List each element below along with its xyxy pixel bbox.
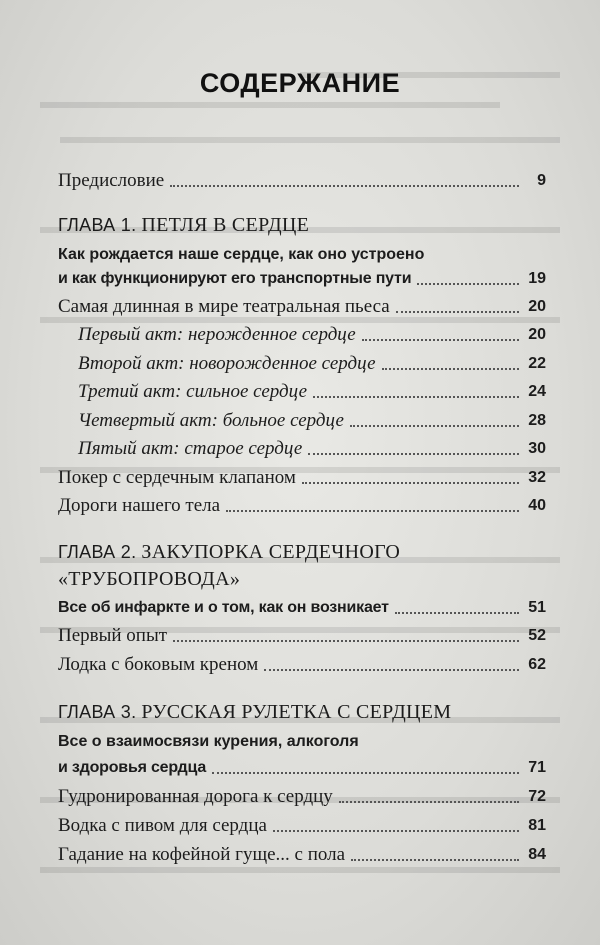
toc-entry bbox=[58, 786, 546, 808]
toc-subentry bbox=[78, 438, 546, 460]
toc-entry bbox=[58, 654, 546, 676]
toc-entry-label: Предисловие bbox=[58, 170, 165, 191]
dot-leader bbox=[308, 453, 519, 455]
toc-entry-label: Первый опыт bbox=[58, 625, 168, 646]
toc-page-number: 62 bbox=[528, 656, 546, 673]
toc-entry-label: Пятый акт: старое сердце bbox=[78, 438, 303, 459]
chapter-name: РУССКАЯ РУЛЕТКА С СЕРДЦЕМ bbox=[141, 701, 452, 723]
toc-entry bbox=[58, 467, 546, 489]
chapter-1-heading bbox=[58, 213, 309, 237]
dot-leader bbox=[382, 368, 519, 370]
dot-leader bbox=[351, 859, 519, 861]
toc-page-number: 28 bbox=[528, 412, 546, 429]
toc-entry bbox=[58, 495, 546, 517]
toc-entry-label: Третий акт: сильное сердце bbox=[78, 381, 308, 402]
chapter-2-heading-line2: «ТРУБОПРОВОДА» bbox=[58, 568, 241, 590]
dot-leader bbox=[417, 283, 519, 285]
chapter-name: ЗАКУПОРКА СЕРДЕЧНОГО bbox=[141, 541, 401, 563]
toc-entry-chapter-2-intro bbox=[58, 597, 546, 619]
chapter-label: ГЛАВА 1. bbox=[58, 215, 137, 235]
chapter-2-heading bbox=[58, 540, 400, 564]
dot-leader bbox=[226, 510, 519, 512]
toc-subentry bbox=[78, 410, 546, 432]
chapter-label: ГЛАВА 2. bbox=[58, 542, 137, 562]
dot-leader bbox=[302, 482, 519, 484]
toc-entry-label: и здоровья сердца bbox=[58, 759, 207, 776]
toc-subentry bbox=[78, 353, 546, 375]
toc-entry-label: Четвертый акт: больное сердце bbox=[78, 410, 344, 431]
toc-page-number: 9 bbox=[537, 172, 546, 189]
dot-leader bbox=[395, 612, 519, 614]
toc-page-number: 72 bbox=[528, 788, 546, 805]
toc-entry-label: Водка с пивом для сердца bbox=[58, 815, 267, 836]
toc-entry-label: Лодка с боковым креном bbox=[58, 654, 259, 675]
chapter-label: ГЛАВА 3. bbox=[58, 702, 137, 722]
toc-entry-label: Второй акт: новорожденное сердце bbox=[78, 353, 376, 374]
dot-leader bbox=[264, 669, 519, 671]
toc-entry-label: Дороги нашего тела bbox=[58, 495, 221, 516]
toc-page-number: 40 bbox=[528, 497, 546, 514]
dot-leader bbox=[173, 640, 519, 642]
toc-entry bbox=[58, 625, 546, 647]
toc-entry-preface bbox=[58, 170, 546, 192]
dot-leader bbox=[273, 830, 519, 832]
dot-leader bbox=[339, 801, 519, 803]
toc-page-number: 24 bbox=[528, 383, 546, 400]
toc-page-number: 52 bbox=[528, 627, 546, 644]
toc-entry-label: Самая длинная в мире театральная пьеса bbox=[58, 296, 390, 317]
toc-entry bbox=[58, 296, 546, 318]
toc-page-number: 84 bbox=[528, 846, 546, 863]
toc-page-number: 51 bbox=[528, 599, 546, 616]
toc-entry-chapter-1-intro bbox=[58, 268, 546, 290]
toc-title: СОДЕРЖАНИЕ bbox=[199, 68, 401, 98]
toc-entry bbox=[58, 844, 546, 866]
dot-leader bbox=[350, 425, 519, 427]
toc-page-number: 19 bbox=[528, 270, 546, 287]
chapter-3-intro-line1: Все о взаимосвязи курения, алкоголя bbox=[58, 733, 359, 750]
toc-entry-label: Покер с сердечным клапаном bbox=[58, 467, 296, 488]
toc-page-number: 22 bbox=[528, 355, 546, 372]
toc-entry-label: Гадание на кофейной гуще... с пола bbox=[58, 844, 346, 865]
toc-page-number: 20 bbox=[528, 326, 546, 343]
toc-entry-label: Все об инфаркте и о том, как он возникает bbox=[58, 599, 389, 616]
toc-page-number: 81 bbox=[528, 817, 546, 834]
chapter-1-intro-line1: Как рождается наше сердце, как оно устроено bbox=[58, 246, 425, 263]
dot-leader bbox=[396, 311, 519, 313]
toc-subentry bbox=[78, 381, 546, 403]
toc-page-number: 71 bbox=[528, 759, 546, 776]
dot-leader bbox=[362, 339, 519, 341]
chapter-3-heading bbox=[58, 700, 451, 724]
toc-subentry bbox=[78, 324, 546, 346]
toc-entry-label: и как функционируют его транспортные пути bbox=[58, 270, 412, 287]
dot-leader bbox=[170, 185, 519, 187]
toc-entry-label: Первый акт: нерожденное сердце bbox=[78, 324, 356, 345]
chapter-name: ПЕТЛЯ В СЕРДЦЕ bbox=[141, 214, 310, 236]
toc-page-number: 32 bbox=[528, 469, 546, 486]
toc-entry-label: Гудронированная дорога к сердцу bbox=[58, 786, 333, 807]
toc-entry bbox=[58, 815, 546, 837]
toc-entry-chapter-3-intro bbox=[58, 757, 546, 779]
toc-page-number: 20 bbox=[528, 298, 546, 315]
dot-leader bbox=[313, 396, 519, 398]
toc-page-number: 30 bbox=[528, 440, 546, 457]
dot-leader bbox=[212, 772, 519, 774]
